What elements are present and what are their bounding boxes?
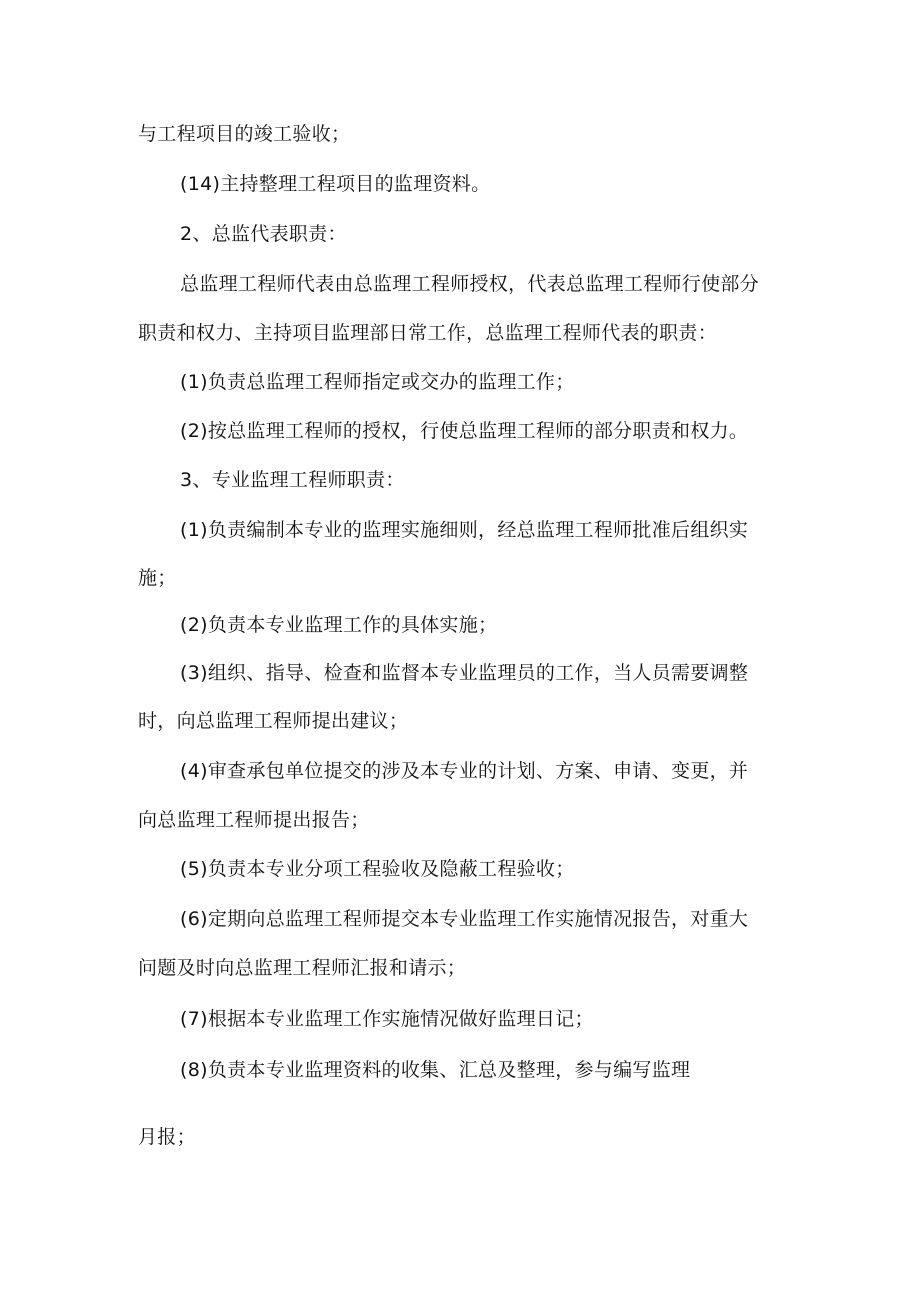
list-item-continuation: 时，向总监理工程师提出建议； — [138, 710, 409, 732]
list-item: (3)组织、指导、检查和监督本专业监理员的工作，当人员需要调整 — [180, 662, 749, 684]
list-item-continuation: 月报； — [138, 1126, 196, 1148]
list-item: (2)按总监理工程师的授权，行使总监理工程师的部分职责和权力。 — [180, 420, 749, 442]
list-item: (5)负责本专业分项工程验收及隐蔽工程验收； — [180, 858, 575, 880]
paragraph-line: 职责和权力、主持项目监理部日常工作，总监理工程师代表的职责： — [138, 322, 718, 344]
list-item-continuation: 向总监理工程师提出报告； — [138, 809, 370, 831]
list-item-continuation: 施； — [138, 567, 177, 589]
paragraph-line: 总监理工程师代表由总监理工程师授权，代表总监理工程师行使部分 — [180, 273, 760, 295]
list-item: (8)负责本专业监理资料的收集、汇总及整理，参与编写监理 — [180, 1059, 691, 1081]
section-heading: 2、总监代表职责： — [180, 223, 347, 245]
list-item: (2)负责本专业监理工作的具体实施； — [180, 614, 498, 636]
list-item: (6)定期向总监理工程师提交本专业监理工作实施情况报告，对重大 — [180, 908, 749, 930]
list-item-continuation: 问题及时向总监理工程师汇报和请示； — [138, 957, 467, 979]
text-line: 与工程项目的竣工验收； — [138, 123, 351, 145]
section-heading: 3、专业监理工程师职责： — [180, 469, 405, 491]
list-item: (1)负责编制本专业的监理实施细则，经总监理工程师批准后组织实 — [180, 519, 749, 541]
list-item: (1)负责总监理工程师指定或交办的监理工作； — [180, 371, 575, 393]
list-item: (14)主持整理工程项目的监理资料。 — [180, 173, 491, 195]
list-item: (7)根据本专业监理工作实施情况做好监理日记； — [180, 1008, 594, 1030]
list-item: (4)审查承包单位提交的涉及本专业的计划、方案、申请、变更，并 — [180, 760, 749, 782]
